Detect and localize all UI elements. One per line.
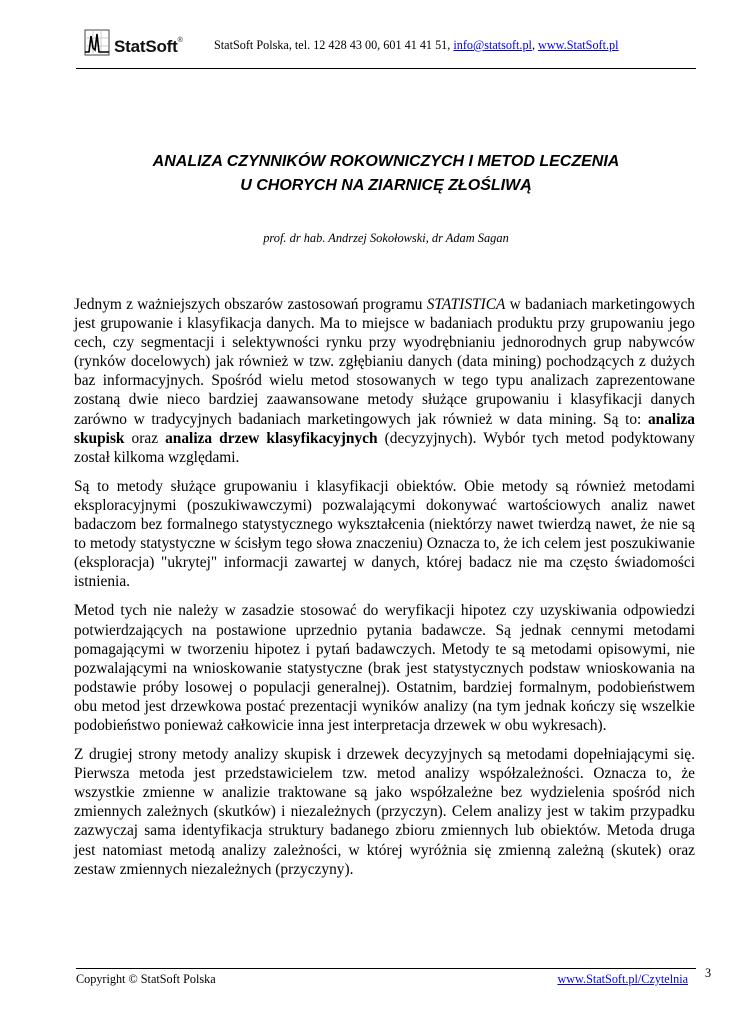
header-contact-line: StatSoft Polska, tel. 12 428 43 00, 601 41 41 51, info@statsoft.pl, www.StatSoft.pl <box>214 38 619 52</box>
title-line-1: ANALIZA CZYNNIKÓW ROKOWNICZYCH I METOD LECZENIA <box>152 153 620 170</box>
paragraph-3: Metod tych nie należy w zasadzie stosować do weryfikacji hipotez czy uzyskiwania odpowiedzi potwierdzających na postawione uprzednio pytania badawcze. Są jednak cennymi metodami pomagającymi w tworzeniu hipotez i pytań badawczych. Metody te są metodami opisowymi, nie pozwalającymi na wnioskowanie statystyczne (brak jest statystycznych podstaw wnioskowania na podstawie próby losowej o populacji generalnej). Ostatnim, bardziej formalnym, podobieństwem obu metod jest drzewkowa postać prezentacji wyników analizy (na tym jednak kończy się wszelkie podobieństwo ponieważ całkowicie inna jest interpretacja drzewek w obu wykresach). <box>74 602 695 734</box>
authors: prof. dr hab. Andrzej Sokołowski, dr Adam Sagan <box>263 231 509 245</box>
term-classification-trees: analiza drzew klasyfikacyjnych <box>165 429 378 447</box>
page-header <box>76 24 696 69</box>
article-body <box>74 295 695 889</box>
paragraph-1: Jednym z ważniejszych obszarów zastosowań programu STATISTICA w badaniach marketingowych jest grupowanie i klasyfikacja danych. Ma to miejsce w badaniach produktu przy grupowaniu jego cech, czy segmentacji i selektywności rynku przy wyodrębnianiu jednorodnych grup nabywców (rynków docelowych) jak również w tzw. zgłębianiu danych (data mining) pochodzących z dużych baz informacyjnych. Spośród wielu metod stosowanych w tego typu analizach zaprezentowane zostaną dwie nieco bardziej zaawansowane metody służące grupowaniu i klasyfikacji danych zarówno w tradycyjnych badaniach marketingowych jak również w data mining. Są to: analiza skupisk oraz analiza drzew klasyfikacyjnych (decyzyjnych). Wybór tych metod podyktowany został kilkoma względami. <box>74 296 696 466</box>
page-number: 3 <box>705 966 712 980</box>
paragraph-4: Z drugiej strony metody analizy skupisk i drzewek decyzyjnych są metodami dopełniającymi się. Pierwsza metoda jest przedstawicielem tzw. metod analizy współzależności. Oznacza to, że wszystkie zmienne w analizie traktowane są jako współzależne bez wydzielenia spośród nich zmiennych zależnych (skutków) i niezależnych (przyczyn). Celem analizy jest w takim przypadku zazwyczaj sama identyfikacja struktury badanego zbioru zmiennych lub obiektów. Metoda druga jest natomiast metodą analizy zależności, w której wyróżnia się zmienną zależną (skutek) oraz zestaw zmiennych niezależnych (przyczyny). <box>74 746 695 878</box>
statistica-name: STATISTICA <box>426 296 506 313</box>
paragraph-2: Są to metody służące grupowaniu i klasyfikacji obiektów. Obie metody są również metodami eksploracyjnymi (poszukiwawczymi) pozwalającymi dokonywać wartościowych analiz nawet badaczom bez formalnego statystycznego wykształcenia (niektórzy nawet twierdzą nawet, że nie są to metody statystyczne w ścisłym tego słowa znaczeniu) Oznacza to, że ich celem jest poszukiwanie (eksploracja) "ukrytej" informacji zawartej w danych, której badacz nie ma często świadomości istnienia. <box>74 477 695 591</box>
website-link[interactable]: www.StatSoft.pl <box>538 38 619 52</box>
term-cluster-analysis: analiza skupisk <box>74 410 695 447</box>
page-footer <box>76 968 696 993</box>
statsoft-logo <box>84 28 204 60</box>
logo-wordmark: StatSoft® <box>114 37 183 56</box>
title-line-2: U CHORYCH NA ZIARNICĘ ZŁOŚLIWĄ <box>240 177 532 194</box>
chart-logo-icon <box>84 28 112 58</box>
czytelnia-link[interactable]: www.StatSoft.pl/Czytelnia <box>557 972 688 986</box>
email-link[interactable]: info@statsoft.pl <box>453 38 532 52</box>
copyright-text: Copyright © StatSoft Polska <box>76 972 216 986</box>
article-title <box>76 150 696 198</box>
contact-text: StatSoft Polska, tel. 12 428 43 00, 601 41 41 51, <box>214 38 454 52</box>
